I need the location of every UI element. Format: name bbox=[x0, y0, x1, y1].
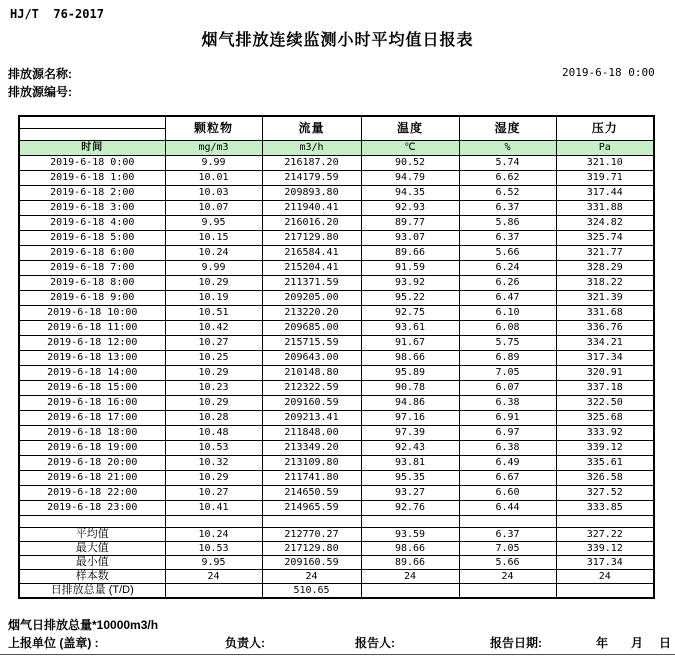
value-cell: 209685.00 bbox=[262, 320, 361, 335]
value-cell: 209893.80 bbox=[262, 185, 361, 200]
row-label-cell: 2019-6-18 10:00 bbox=[19, 305, 165, 320]
table-row bbox=[19, 200, 654, 215]
row-label-cell: 2019-6-18 22:00 bbox=[19, 485, 165, 500]
report-unit-label: 上报单位 (盖章) : bbox=[8, 636, 99, 650]
row-label-cell: 2019-6-18 1:00 bbox=[19, 170, 165, 185]
table-row bbox=[19, 290, 654, 305]
value-cell: 6.37 bbox=[459, 527, 556, 541]
header-row-top bbox=[19, 116, 654, 128]
table-row bbox=[19, 170, 654, 185]
value-cell: 90.78 bbox=[361, 380, 459, 395]
value-cell: 5.86 bbox=[459, 215, 556, 230]
footer-note: 烟气日排放总量*10000m3/h bbox=[8, 618, 159, 632]
value-cell: 326.58 bbox=[556, 470, 654, 485]
table-row bbox=[19, 500, 654, 515]
value-cell: 9.99 bbox=[165, 155, 262, 170]
value-cell: 209160.59 bbox=[262, 395, 361, 410]
value-cell: 317.34 bbox=[556, 555, 654, 569]
value-cell: 10.29 bbox=[165, 275, 262, 290]
col-header-particulate: 颗粒物 bbox=[165, 116, 262, 140]
value-cell: 334.21 bbox=[556, 335, 654, 350]
value-cell: 10.53 bbox=[165, 541, 262, 555]
table-row bbox=[19, 245, 654, 260]
value-cell: 10.51 bbox=[165, 305, 262, 320]
value-cell: 209160.59 bbox=[262, 555, 361, 569]
report-datetime: 2019-6-18 0:00 bbox=[562, 66, 655, 79]
row-label-cell: 2019-6-18 15:00 bbox=[19, 380, 165, 395]
value-cell bbox=[556, 583, 654, 598]
value-cell: 321.10 bbox=[556, 155, 654, 170]
value-cell: 319.71 bbox=[556, 170, 654, 185]
value-cell bbox=[459, 515, 556, 527]
table-row bbox=[19, 470, 654, 485]
value-cell: 10.42 bbox=[165, 320, 262, 335]
value-cell: 10.23 bbox=[165, 380, 262, 395]
value-cell: 6.37 bbox=[459, 200, 556, 215]
value-cell: 94.35 bbox=[361, 185, 459, 200]
value-cell: 10.25 bbox=[165, 350, 262, 365]
value-cell: 217129.80 bbox=[262, 541, 361, 555]
value-cell: 6.52 bbox=[459, 185, 556, 200]
value-cell: 95.89 bbox=[361, 365, 459, 380]
table-row bbox=[19, 380, 654, 395]
value-cell: 24 bbox=[459, 569, 556, 583]
value-cell: 212322.59 bbox=[262, 380, 361, 395]
row-label-cell: 2019-6-18 11:00 bbox=[19, 320, 165, 335]
table-row bbox=[19, 455, 654, 470]
value-cell: 10.15 bbox=[165, 230, 262, 245]
value-cell: 98.66 bbox=[361, 350, 459, 365]
col-header-temperature: 温度 bbox=[361, 116, 459, 140]
value-cell: 6.49 bbox=[459, 455, 556, 470]
value-cell: 10.03 bbox=[165, 185, 262, 200]
value-cell: 95.35 bbox=[361, 470, 459, 485]
value-cell: 331.88 bbox=[556, 200, 654, 215]
value-cell: 10.32 bbox=[165, 455, 262, 470]
value-cell: 327.52 bbox=[556, 485, 654, 500]
report-date-label: 报告日期: bbox=[490, 636, 542, 650]
value-cell: 10.19 bbox=[165, 290, 262, 305]
value-cell: 214965.59 bbox=[262, 500, 361, 515]
value-cell: 216584.41 bbox=[262, 245, 361, 260]
value-cell: 214179.59 bbox=[262, 170, 361, 185]
table-row bbox=[19, 230, 654, 245]
row-label-cell: 2019-6-18 9:00 bbox=[19, 290, 165, 305]
row-label-cell: 2019-6-18 4:00 bbox=[19, 215, 165, 230]
unit-humidity: % bbox=[459, 140, 556, 155]
table-row bbox=[19, 555, 654, 569]
row-label-cell: 最大值 bbox=[19, 541, 165, 555]
day-label: 日 bbox=[659, 636, 672, 650]
value-cell: 215715.59 bbox=[262, 335, 361, 350]
row-label-cell: 2019-6-18 8:00 bbox=[19, 275, 165, 290]
report-table-body bbox=[19, 155, 654, 598]
value-cell: 327.22 bbox=[556, 527, 654, 541]
row-label-cell: 2019-6-18 16:00 bbox=[19, 395, 165, 410]
value-cell bbox=[262, 515, 361, 527]
value-cell: 333.92 bbox=[556, 425, 654, 440]
row-label-cell: 2019-6-18 14:00 bbox=[19, 365, 165, 380]
value-cell: 10.29 bbox=[165, 395, 262, 410]
value-cell: 211371.59 bbox=[262, 275, 361, 290]
value-cell: 318.22 bbox=[556, 275, 654, 290]
value-cell: 5.75 bbox=[459, 335, 556, 350]
value-cell: 10.24 bbox=[165, 245, 262, 260]
value-cell: 6.08 bbox=[459, 320, 556, 335]
col-header-flow: 流量 bbox=[262, 116, 361, 140]
value-cell: 90.52 bbox=[361, 155, 459, 170]
row-label-cell: 平均值 bbox=[19, 527, 165, 541]
value-cell: 336.76 bbox=[556, 320, 654, 335]
value-cell: 209643.00 bbox=[262, 350, 361, 365]
value-cell: 335.61 bbox=[556, 455, 654, 470]
value-cell: 6.07 bbox=[459, 380, 556, 395]
value-cell bbox=[556, 515, 654, 527]
table-row bbox=[19, 583, 654, 598]
value-cell: 328.29 bbox=[556, 260, 654, 275]
unit-particulate: mg/m3 bbox=[165, 140, 262, 155]
value-cell: 93.61 bbox=[361, 320, 459, 335]
unit-row bbox=[19, 140, 654, 155]
value-cell: 10.07 bbox=[165, 200, 262, 215]
value-cell: 337.18 bbox=[556, 380, 654, 395]
row-label-cell: 2019-6-18 12:00 bbox=[19, 335, 165, 350]
row-label-cell: 日排放总量 (T/D) bbox=[19, 583, 165, 598]
value-cell: 10.29 bbox=[165, 470, 262, 485]
value-cell: 94.86 bbox=[361, 395, 459, 410]
value-cell: 216016.20 bbox=[262, 215, 361, 230]
value-cell: 317.34 bbox=[556, 350, 654, 365]
value-cell: 10.48 bbox=[165, 425, 262, 440]
signature-line bbox=[0, 634, 675, 650]
table-row bbox=[19, 260, 654, 275]
table-row bbox=[19, 155, 654, 170]
table-row bbox=[19, 305, 654, 320]
value-cell: 333.85 bbox=[556, 500, 654, 515]
table-row bbox=[19, 410, 654, 425]
row-label-cell: 2019-6-18 19:00 bbox=[19, 440, 165, 455]
row-label-cell: 2019-6-18 18:00 bbox=[19, 425, 165, 440]
value-cell: 6.62 bbox=[459, 170, 556, 185]
value-cell: 10.27 bbox=[165, 335, 262, 350]
table-row bbox=[19, 541, 654, 555]
value-cell: 324.82 bbox=[556, 215, 654, 230]
table-row bbox=[19, 485, 654, 500]
value-cell: 97.16 bbox=[361, 410, 459, 425]
value-cell: 97.39 bbox=[361, 425, 459, 440]
value-cell: 93.92 bbox=[361, 275, 459, 290]
value-cell bbox=[361, 515, 459, 527]
value-cell: 92.75 bbox=[361, 305, 459, 320]
row-label-cell: 最小值 bbox=[19, 555, 165, 569]
value-cell: 215204.41 bbox=[262, 260, 361, 275]
value-cell: 510.65 bbox=[262, 583, 361, 598]
value-cell: 93.81 bbox=[361, 455, 459, 470]
value-cell: 10.28 bbox=[165, 410, 262, 425]
value-cell: 213220.20 bbox=[262, 305, 361, 320]
value-cell: 6.44 bbox=[459, 500, 556, 515]
value-cell bbox=[165, 515, 262, 527]
unit-temperature: ℃ bbox=[361, 140, 459, 155]
value-cell: 7.05 bbox=[459, 541, 556, 555]
value-cell: 339.12 bbox=[556, 541, 654, 555]
value-cell: 321.39 bbox=[556, 290, 654, 305]
page-title: 烟气排放连续监测小时平均值日报表 bbox=[201, 32, 474, 49]
row-label-cell: 2019-6-18 5:00 bbox=[19, 230, 165, 245]
value-cell: 6.60 bbox=[459, 485, 556, 500]
value-cell: 9.99 bbox=[165, 260, 262, 275]
row-label-cell: 2019-6-18 20:00 bbox=[19, 455, 165, 470]
table-row bbox=[19, 365, 654, 380]
source-id-label: 排放源编号: bbox=[8, 85, 72, 99]
col-header-pressure: 压力 bbox=[556, 116, 654, 140]
table-row bbox=[19, 335, 654, 350]
row-label-cell: 2019-6-18 7:00 bbox=[19, 260, 165, 275]
value-cell: 24 bbox=[262, 569, 361, 583]
value-cell: 10.41 bbox=[165, 500, 262, 515]
reporter-label: 报告人: bbox=[355, 636, 395, 650]
month-label: 月 bbox=[631, 636, 644, 650]
value-cell: 92.76 bbox=[361, 500, 459, 515]
value-cell: 24 bbox=[165, 569, 262, 583]
value-cell: 5.66 bbox=[459, 555, 556, 569]
value-cell: 331.68 bbox=[556, 305, 654, 320]
time-header: 时间 bbox=[19, 140, 165, 155]
row-label-cell: 2019-6-18 3:00 bbox=[19, 200, 165, 215]
value-cell: 9.95 bbox=[165, 555, 262, 569]
value-cell: 10.27 bbox=[165, 485, 262, 500]
value-cell: 6.67 bbox=[459, 470, 556, 485]
value-cell: 214650.59 bbox=[262, 485, 361, 500]
value-cell: 211741.80 bbox=[262, 470, 361, 485]
col-header-humidity: 湿度 bbox=[459, 116, 556, 140]
value-cell: 325.74 bbox=[556, 230, 654, 245]
value-cell: 6.47 bbox=[459, 290, 556, 305]
value-cell: 24 bbox=[361, 569, 459, 583]
bottom-divider bbox=[0, 654, 675, 655]
value-cell: 6.24 bbox=[459, 260, 556, 275]
value-cell: 320.91 bbox=[556, 365, 654, 380]
value-cell: 93.59 bbox=[361, 527, 459, 541]
unit-pressure: Pa bbox=[556, 140, 654, 155]
table-row bbox=[19, 320, 654, 335]
value-cell: 94.79 bbox=[361, 170, 459, 185]
value-cell: 10.24 bbox=[165, 527, 262, 541]
value-cell: 217129.80 bbox=[262, 230, 361, 245]
value-cell: 6.26 bbox=[459, 275, 556, 290]
table-row bbox=[19, 425, 654, 440]
time-header-empty-bottom bbox=[19, 128, 165, 140]
value-cell: 5.74 bbox=[459, 155, 556, 170]
value-cell: 93.07 bbox=[361, 230, 459, 245]
row-label-cell bbox=[19, 515, 165, 527]
value-cell: 93.27 bbox=[361, 485, 459, 500]
value-cell: 5.66 bbox=[459, 245, 556, 260]
report-table bbox=[18, 115, 655, 599]
value-cell: 211940.41 bbox=[262, 200, 361, 215]
value-cell: 98.66 bbox=[361, 541, 459, 555]
value-cell: 7.05 bbox=[459, 365, 556, 380]
value-cell: 321.77 bbox=[556, 245, 654, 260]
value-cell: 89.66 bbox=[361, 245, 459, 260]
value-cell: 92.43 bbox=[361, 440, 459, 455]
value-cell: 6.97 bbox=[459, 425, 556, 440]
row-label-cell: 2019-6-18 13:00 bbox=[19, 350, 165, 365]
value-cell: 9.95 bbox=[165, 215, 262, 230]
value-cell bbox=[165, 583, 262, 598]
time-header-empty-top bbox=[19, 116, 165, 128]
value-cell: 213349.20 bbox=[262, 440, 361, 455]
value-cell: 10.01 bbox=[165, 170, 262, 185]
value-cell: 6.89 bbox=[459, 350, 556, 365]
table-row bbox=[19, 350, 654, 365]
value-cell: 95.22 bbox=[361, 290, 459, 305]
table-row bbox=[19, 515, 654, 527]
row-label-cell: 2019-6-18 2:00 bbox=[19, 185, 165, 200]
table-row bbox=[19, 440, 654, 455]
value-cell: 212770.27 bbox=[262, 527, 361, 541]
value-cell: 209205.00 bbox=[262, 290, 361, 305]
value-cell: 89.77 bbox=[361, 215, 459, 230]
value-cell: 325.68 bbox=[556, 410, 654, 425]
value-cell: 211848.00 bbox=[262, 425, 361, 440]
year-label: 年 bbox=[596, 636, 609, 650]
table-row bbox=[19, 275, 654, 290]
value-cell: 91.67 bbox=[361, 335, 459, 350]
value-cell: 10.53 bbox=[165, 440, 262, 455]
standard-number: HJ/T 76-2017 bbox=[10, 7, 104, 21]
value-cell: 339.12 bbox=[556, 440, 654, 455]
value-cell bbox=[361, 583, 459, 598]
value-cell: 89.66 bbox=[361, 555, 459, 569]
value-cell: 91.59 bbox=[361, 260, 459, 275]
row-label-cell: 2019-6-18 17:00 bbox=[19, 410, 165, 425]
row-label-cell: 2019-6-18 21:00 bbox=[19, 470, 165, 485]
value-cell: 210148.80 bbox=[262, 365, 361, 380]
row-label-cell: 2019-6-18 23:00 bbox=[19, 500, 165, 515]
value-cell: 6.91 bbox=[459, 410, 556, 425]
value-cell: 209213.41 bbox=[262, 410, 361, 425]
value-cell: 24 bbox=[556, 569, 654, 583]
table-row bbox=[19, 527, 654, 541]
responsible-label: 负责人: bbox=[225, 636, 265, 650]
value-cell: 92.93 bbox=[361, 200, 459, 215]
value-cell bbox=[459, 583, 556, 598]
value-cell: 317.44 bbox=[556, 185, 654, 200]
source-name-label: 排放源名称: bbox=[8, 67, 72, 81]
unit-flow: m3/h bbox=[262, 140, 361, 155]
value-cell: 213109.80 bbox=[262, 455, 361, 470]
table-row bbox=[19, 185, 654, 200]
value-cell: 6.38 bbox=[459, 395, 556, 410]
value-cell: 6.37 bbox=[459, 230, 556, 245]
value-cell: 6.38 bbox=[459, 440, 556, 455]
table-row bbox=[19, 395, 654, 410]
value-cell: 322.50 bbox=[556, 395, 654, 410]
row-label-cell: 2019-6-18 0:00 bbox=[19, 155, 165, 170]
table-row bbox=[19, 215, 654, 230]
row-label-cell: 2019-6-18 6:00 bbox=[19, 245, 165, 260]
value-cell: 216187.20 bbox=[262, 155, 361, 170]
row-label-cell: 样本数 bbox=[19, 569, 165, 583]
table-row bbox=[19, 569, 654, 583]
value-cell: 6.10 bbox=[459, 305, 556, 320]
value-cell: 10.29 bbox=[165, 365, 262, 380]
